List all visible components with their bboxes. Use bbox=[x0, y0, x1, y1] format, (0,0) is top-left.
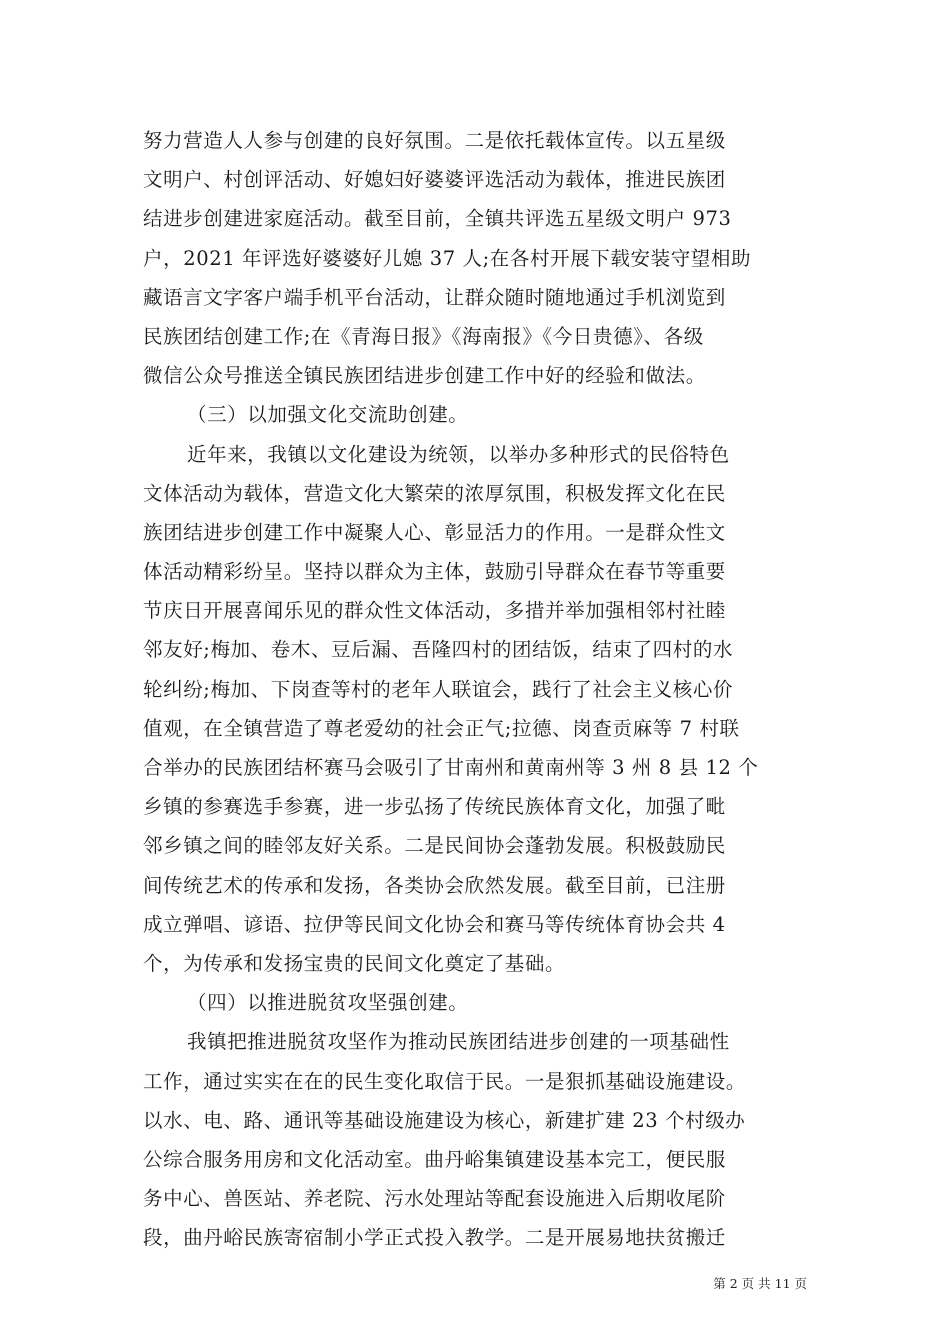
text-line: 文明户、村创评活动、好媳妇好婆婆评选活动为载体，推进民族团 bbox=[143, 168, 726, 192]
paragraph-start-line: （三）以加强文化交流助创建。 bbox=[187, 403, 469, 427]
text-line: 文体活动为载体，营造文化大繁荣的浓厚氛围，积极发挥文化在民 bbox=[143, 481, 726, 505]
text-line: 段，曲丹峪民族寄宿制小学正式投入教学。二是开展易地扶贫搬迁 bbox=[143, 1226, 726, 1250]
text-line: 合举办的民族团结杯赛马会吸引了甘南州和黄南州等 3 州 8 县 12 个 bbox=[143, 756, 759, 779]
text-line: 间传统艺术的传承和发扬，各类协会欣然发展。截至目前，已注册 bbox=[143, 873, 726, 897]
text-line: 个，为传承和发扬宝贵的民间文化奠定了基础。 bbox=[143, 951, 566, 975]
page-number: 第 2 页 共 11 页 bbox=[713, 1276, 807, 1291]
text-line: 微信公众号推送全镇民族团结进步创建工作中好的经验和做法。 bbox=[143, 364, 706, 388]
text-line: 以水、电、路、通讯等基础设施建设为核心，新建扩建 23 个村级办 bbox=[143, 1108, 746, 1132]
text-line: 户，2021 年评选好婆婆好儿媳 37 人;在各村开展下载安装守望相助 bbox=[143, 246, 752, 270]
text-line: 值观，在全镇营造了尊老爱幼的社会正气;拉德、岗查贡麻等 7 村联 bbox=[143, 716, 740, 740]
text-line: 节庆日开展喜闻乐见的群众性文体活动，多措并举加强相邻村社睦 bbox=[143, 599, 726, 623]
text-line: 邻乡镇之间的睦邻友好关系。二是民间协会蓬勃发展。积极鼓励民 bbox=[143, 834, 726, 858]
text-line: 乡镇的参赛选手参赛，进一步弘扬了传统民族体育文化，加强了毗 bbox=[143, 795, 726, 819]
text-line: 体活动精彩纷呈。坚持以群众为主体，鼓励引导群众在春节等重要 bbox=[143, 560, 726, 584]
paragraph-start-line: （四）以推进脱贫攻坚强创建。 bbox=[187, 991, 469, 1015]
text-line: 努力营造人人参与创建的良好氛围。二是依托载体宣传。以五星级 bbox=[143, 129, 726, 152]
document-body bbox=[143, 121, 808, 1257]
text-line: 族团结进步创建工作中凝聚人心、彰显活力的作用。一是群众性文 bbox=[143, 520, 726, 544]
text-line: 成立弹唱、谚语、拉伊等民间文化协会和赛马等传统体育协会共 4 bbox=[143, 912, 726, 936]
text-line: 结进步创建进家庭活动。截至目前，全镇共评选五星级文明户 973 bbox=[143, 207, 732, 231]
paragraph-start-line: 近年来，我镇以文化建设为统领，以举办多种形式的民俗特色 bbox=[187, 442, 730, 466]
text-line: 藏语言文字客户端手机平台活动，让群众随时随地通过手机浏览到 bbox=[143, 285, 726, 309]
paragraph-start-line: 我镇把推进脱贫攻坚作为推动民族团结进步创建的一项基础性 bbox=[187, 1030, 730, 1054]
text-line: 工作，通过实实在在的民生变化取信于民。一是狠抓基础设施建设。 bbox=[143, 1069, 747, 1093]
text-line: 轮纠纷;梅加、下岗查等村的老年人联谊会，践行了社会主义核心价 bbox=[143, 677, 734, 701]
text-line: 务中心、兽医站、养老院、污水处理站等配套设施进入后期收尾阶 bbox=[143, 1187, 726, 1211]
text-line: 邻友好;梅加、卷木、豆后漏、吾隆四村的团结饭，结束了四村的水 bbox=[143, 638, 734, 662]
text-line: 民族团结创建工作;在《青海日报》《海南报》《今日贵德》、各级 bbox=[143, 324, 704, 348]
text-line: 公综合服务用房和文化活动室。曲丹峪集镇建设基本完工，便民服 bbox=[143, 1147, 726, 1171]
